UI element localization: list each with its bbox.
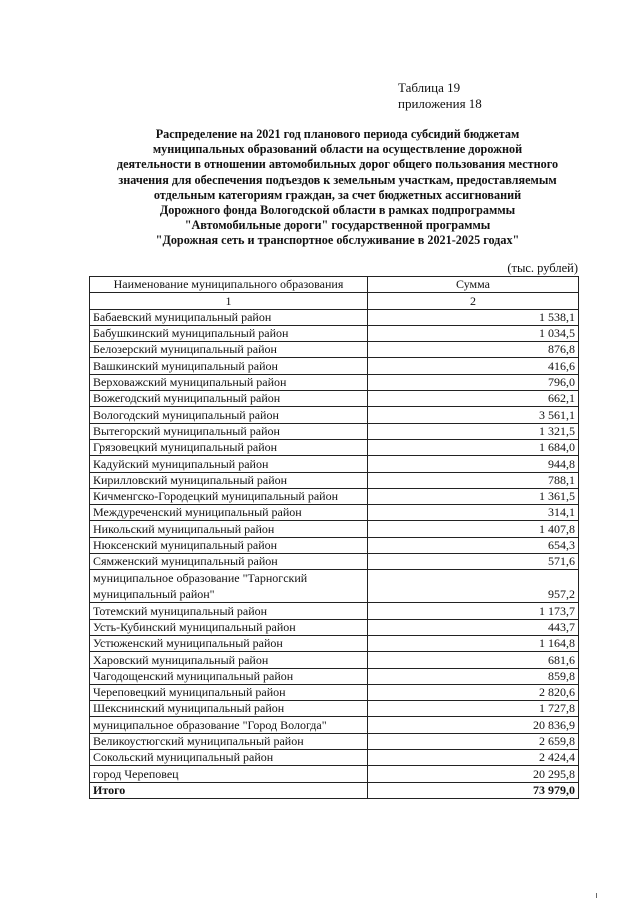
municipality-name: Бабушкинский муниципальный район <box>90 325 368 341</box>
table-row <box>90 603 579 619</box>
table-row <box>90 521 579 537</box>
municipality-name: Чагодощенский муниципальный район <box>90 668 368 684</box>
municipality-name: Кичменгско-Городецкий муниципальный район <box>90 488 368 504</box>
subsidy-amount: 1 321,5 <box>368 423 579 439</box>
municipality-name: Грязовецкий муниципальный район <box>90 439 368 455</box>
subsidy-amount: 681,6 <box>368 652 579 668</box>
subsidy-amount: 1 173,7 <box>368 603 579 619</box>
table-row <box>90 733 579 749</box>
subsidy-amount: 654,3 <box>368 537 579 553</box>
subsidy-amount: 788,1 <box>368 472 579 488</box>
municipality-name: Вашкинский муниципальный район <box>90 358 368 374</box>
municipality-name: Вожегодский муниципальный район <box>90 391 368 407</box>
municipality-name: муниципальное образование "Тарногский муниципальный район" <box>90 570 368 603</box>
subsidy-amount: 2 820,6 <box>368 684 579 700</box>
municipality-name: Усть-Кубинский муниципальный район <box>90 619 368 635</box>
total-amount: 73 979,0 <box>368 782 579 798</box>
table-row <box>90 342 579 358</box>
subsidy-amount: 1 684,0 <box>368 439 579 455</box>
municipality-name: Устюженский муниципальный район <box>90 635 368 651</box>
table-row <box>90 684 579 700</box>
table-row <box>90 766 579 782</box>
municipality-name: Тотемский муниципальный район <box>90 603 368 619</box>
subsidy-amount: 1 727,8 <box>368 701 579 717</box>
municipality-name: Нюксенский муниципальный район <box>90 537 368 553</box>
table-row <box>90 701 579 717</box>
municipality-name: Череповецкий муниципальный район <box>90 684 368 700</box>
total-label: Итого <box>90 782 368 798</box>
table-header-row <box>90 277 579 293</box>
table-row <box>90 537 579 553</box>
column-header-sum: Сумма <box>368 277 579 293</box>
table-row <box>90 407 579 423</box>
table-row <box>90 423 579 439</box>
table-row <box>90 717 579 733</box>
subsidy-amount: 957,2 <box>368 570 579 603</box>
units-label: (тыс. рублей) <box>507 261 578 275</box>
table-row <box>90 635 579 651</box>
title-line: муниципальных образований области на осуществление дорожной <box>152 142 523 157</box>
municipality-name: Белозерский муниципальный район <box>90 342 368 358</box>
municipality-name: Сокольский муниципальный район <box>90 750 368 766</box>
subsidy-amount: 3 561,1 <box>368 407 579 423</box>
municipality-name: Харовский муниципальный район <box>90 652 368 668</box>
title-line: Дорожного фонда Вологодской области в рамках подпрограммы <box>159 203 516 218</box>
table-row <box>90 391 579 407</box>
municipality-name: Великоустюгский муниципальный район <box>90 733 368 749</box>
table-row <box>90 750 579 766</box>
table-row <box>90 488 579 504</box>
subsidy-amount: 20 295,8 <box>368 766 579 782</box>
subsidy-amount: 1 361,5 <box>368 488 579 504</box>
table-row <box>90 325 579 341</box>
subsidy-amount: 2 424,4 <box>368 750 579 766</box>
municipality-name: город Череповец <box>90 766 368 782</box>
total-row <box>90 782 579 798</box>
municipality-name: Междуреченский муниципальный район <box>90 505 368 521</box>
column-number: 2 <box>368 293 579 309</box>
table-row <box>90 652 579 668</box>
title-line: "Автомобильные дороги" государственной программы <box>184 218 491 233</box>
subsidy-amount: 416,6 <box>368 358 579 374</box>
subsidy-amount: 876,8 <box>368 342 579 358</box>
municipality-name: Вологодский муниципальный район <box>90 407 368 423</box>
subsidy-amount: 1 538,1 <box>368 309 579 325</box>
table-row <box>90 619 579 635</box>
subsidy-amount: 443,7 <box>368 619 579 635</box>
municipality-name: Кирилловский муниципальный район <box>90 472 368 488</box>
subsidy-amount: 944,8 <box>368 456 579 472</box>
subsidy-amount: 1 407,8 <box>368 521 579 537</box>
table-row <box>90 456 579 472</box>
subsidy-table <box>89 276 579 799</box>
municipality-name: Кадуйский муниципальный район <box>90 456 368 472</box>
table-row <box>90 668 579 684</box>
subsidy-amount: 1 034,5 <box>368 325 579 341</box>
municipality-name: Верховажский муниципальный район <box>90 374 368 390</box>
municipality-name: муниципальное образование "Город Вологда" <box>90 717 368 733</box>
subsidy-amount: 796,0 <box>368 374 579 390</box>
municipality-name: Бабаевский муниципальный район <box>90 309 368 325</box>
subsidy-amount: 662,1 <box>368 391 579 407</box>
title-line: отдельным категориям граждан, за счет бюджетных ассигнований <box>153 187 522 202</box>
appendix-label: приложения 18 <box>398 96 482 111</box>
table-row <box>90 439 579 455</box>
table-row <box>90 570 579 603</box>
table-row <box>90 374 579 390</box>
title-line: "Дорожная сеть и транспортное обслуживание в 2021-2025 годах" <box>155 233 520 248</box>
municipality-name: Вытегорский муниципальный район <box>90 423 368 439</box>
subsidy-amount: 1 164,8 <box>368 635 579 651</box>
title-line: деятельности в отношении автомобильных дорог общего пользования местного <box>116 157 559 172</box>
column-header-name: Наименование муниципального образования <box>90 277 368 293</box>
page-mark <box>596 893 597 898</box>
subsidy-amount: 2 659,8 <box>368 733 579 749</box>
municipality-name: Никольский муниципальный район <box>90 521 368 537</box>
column-number: 1 <box>90 293 368 309</box>
table-row <box>90 309 579 325</box>
municipality-name: Шекснинский муниципальный район <box>90 701 368 717</box>
column-number-row <box>90 293 579 309</box>
municipality-name: Сямженский муниципальный район <box>90 554 368 570</box>
subsidy-amount: 571,6 <box>368 554 579 570</box>
subsidy-amount: 20 836,9 <box>368 717 579 733</box>
table-row <box>90 472 579 488</box>
table-number: Таблица 19 <box>398 80 461 95</box>
subsidy-amount: 859,8 <box>368 668 579 684</box>
table-row <box>90 554 579 570</box>
title-line: значения для обеспечения подъездов к земельным участкам, предоставляемым <box>118 172 557 187</box>
title-line: Распределение на 2021 год планового периода субсидий бюджетам <box>155 127 520 141</box>
table-row <box>90 358 579 374</box>
subsidy-amount: 314,1 <box>368 505 579 521</box>
document-title <box>85 127 590 249</box>
table-body <box>90 309 579 798</box>
table-row <box>90 505 579 521</box>
